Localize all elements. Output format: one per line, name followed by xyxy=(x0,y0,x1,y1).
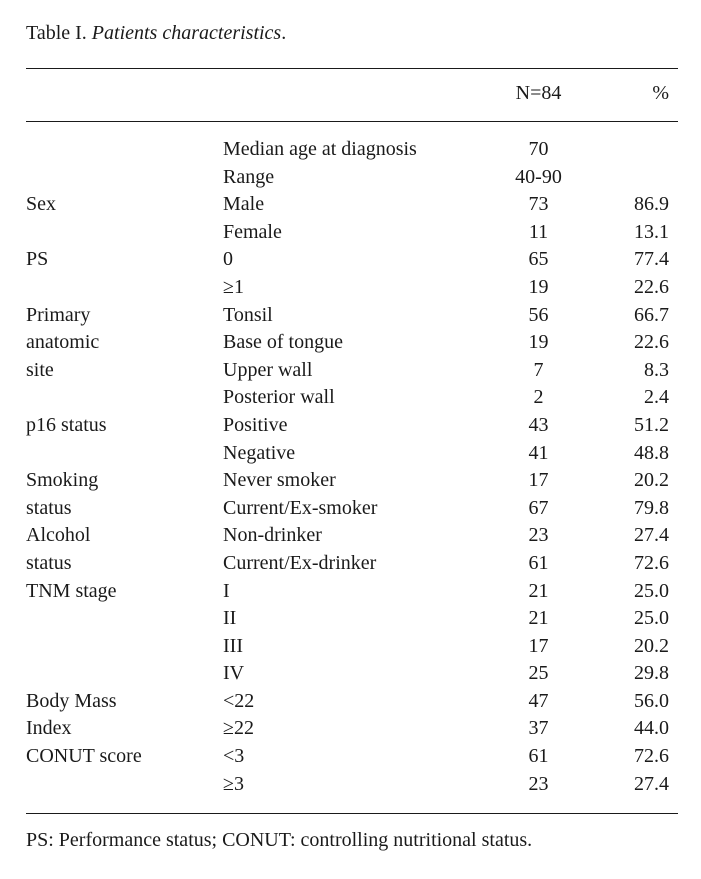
row-label: Current/Ex-smoker xyxy=(223,496,378,519)
row-percent: 77.4 xyxy=(634,248,669,271)
table-row xyxy=(0,274,701,302)
row-percent: 27.4 xyxy=(634,772,669,795)
row-n: 25 xyxy=(528,662,549,685)
table-row xyxy=(0,715,701,743)
row-n: 21 xyxy=(528,607,549,630)
table-row xyxy=(0,467,701,495)
row-percent: 13.1 xyxy=(634,220,669,243)
row-n: 47 xyxy=(528,689,549,712)
row-label: 0 xyxy=(223,248,233,271)
row-label: I xyxy=(223,579,230,602)
row-n: 43 xyxy=(528,413,549,436)
table-row xyxy=(0,743,701,771)
row-percent: 25.0 xyxy=(634,607,669,630)
row-n: 19 xyxy=(528,275,549,298)
row-label: Current/Ex-drinker xyxy=(223,551,377,574)
row-n: 17 xyxy=(528,634,549,657)
table-number: Table I. xyxy=(26,22,87,44)
row-group: Sex xyxy=(26,193,56,216)
table-row xyxy=(0,191,701,219)
row-percent: 56.0 xyxy=(634,689,669,712)
table-footnote: PS: Performance status; CONUT: controlling nutritional status. xyxy=(26,829,533,851)
row-n: 17 xyxy=(528,469,549,492)
row-label: IV xyxy=(223,662,245,685)
row-label: Non-drinker xyxy=(223,524,322,547)
table-row xyxy=(0,522,701,550)
row-label: Never smoker xyxy=(223,469,336,492)
table-row xyxy=(0,633,701,661)
table-row xyxy=(0,440,701,468)
row-group: Body Mass xyxy=(26,689,117,712)
row-group: Primary xyxy=(26,303,91,326)
top-rule xyxy=(26,68,678,69)
row-n: 11 xyxy=(528,220,549,243)
row-label: Female xyxy=(223,220,282,243)
row-group: Smoking xyxy=(26,469,99,492)
header-percent: % xyxy=(652,82,669,104)
row-percent: 27.4 xyxy=(634,524,669,547)
row-percent: 72.6 xyxy=(634,551,669,574)
row-n: 23 xyxy=(528,524,549,547)
row-group: site xyxy=(26,358,54,381)
row-percent: 20.2 xyxy=(634,634,669,657)
table-row xyxy=(0,660,701,688)
row-percent: 25.0 xyxy=(634,579,669,602)
row-label: Posterior wall xyxy=(223,386,335,409)
table-row xyxy=(0,605,701,633)
row-group: anatomic xyxy=(26,331,100,354)
row-group: PS xyxy=(26,248,49,271)
table-row xyxy=(0,357,701,385)
bottom-rule xyxy=(26,813,678,814)
caption-period: . xyxy=(281,22,287,44)
row-group: p16 status xyxy=(26,413,107,436)
row-n: 41 xyxy=(528,441,549,464)
row-n: 61 xyxy=(528,745,549,768)
row-label: <22 xyxy=(223,689,255,712)
row-group: CONUT score xyxy=(26,745,142,768)
row-label: II xyxy=(223,607,237,630)
row-label: Negative xyxy=(223,441,296,464)
row-group: status xyxy=(26,496,72,519)
row-percent: 8.3 xyxy=(644,358,669,381)
row-group: status xyxy=(26,551,72,574)
row-n: 40-90 xyxy=(515,165,562,188)
table-row xyxy=(0,302,701,330)
table-row xyxy=(0,771,701,799)
row-percent: 2.4 xyxy=(644,386,669,409)
row-n: 7 xyxy=(533,358,544,381)
table-title: Patients characteristics xyxy=(91,22,282,44)
row-group: TNM stage xyxy=(26,579,117,602)
row-label: ≥1 xyxy=(223,275,244,298)
row-percent: 20.2 xyxy=(634,469,669,492)
row-label: Upper wall xyxy=(223,358,313,381)
row-percent: 51.2 xyxy=(634,413,669,436)
table-row xyxy=(0,578,701,606)
header-n: N=84 xyxy=(515,82,562,104)
row-label: ≥22 xyxy=(223,717,254,740)
row-label: Base of tongue xyxy=(223,331,343,354)
row-percent: 72.6 xyxy=(634,745,669,768)
table-row xyxy=(0,495,701,523)
row-percent: 22.6 xyxy=(634,275,669,298)
row-label: Male xyxy=(223,193,265,216)
table-row xyxy=(0,164,701,192)
row-n: 67 xyxy=(528,496,549,519)
row-percent: 44.0 xyxy=(634,717,669,740)
row-label: III xyxy=(223,634,243,657)
row-n: 65 xyxy=(528,248,549,271)
row-label: Positive xyxy=(223,413,288,436)
table-row xyxy=(0,412,701,440)
table-row xyxy=(0,688,701,716)
row-n: 21 xyxy=(528,579,549,602)
row-label: Range xyxy=(223,165,275,188)
row-n: 61 xyxy=(528,551,549,574)
row-n: 19 xyxy=(528,331,549,354)
row-percent: 48.8 xyxy=(634,441,669,464)
row-group: Index xyxy=(26,717,72,740)
row-n: 2 xyxy=(533,386,544,409)
row-n: 37 xyxy=(528,717,549,740)
row-n: 23 xyxy=(528,772,549,795)
table-body xyxy=(0,136,701,798)
table-row xyxy=(0,219,701,247)
row-label: Tonsil xyxy=(223,303,273,326)
header-rule xyxy=(26,121,678,122)
row-label: Median age at diagnosis xyxy=(223,138,417,160)
table-row xyxy=(0,550,701,578)
table-row xyxy=(0,136,701,164)
row-n: 70 xyxy=(528,138,549,160)
row-n: 56 xyxy=(528,303,549,326)
table-row xyxy=(0,329,701,357)
row-percent: 66.7 xyxy=(634,303,669,326)
table-row xyxy=(0,384,701,412)
row-percent: 79.8 xyxy=(634,496,669,519)
row-percent: 29.8 xyxy=(634,662,669,685)
table-row xyxy=(0,246,701,274)
row-percent: 22.6 xyxy=(634,331,669,354)
row-label: ≥3 xyxy=(223,772,244,795)
row-n: 73 xyxy=(528,193,549,216)
row-label: <3 xyxy=(223,745,245,768)
table-caption xyxy=(26,22,286,45)
row-percent: 86.9 xyxy=(634,193,669,216)
row-group: Alcohol xyxy=(26,524,91,547)
